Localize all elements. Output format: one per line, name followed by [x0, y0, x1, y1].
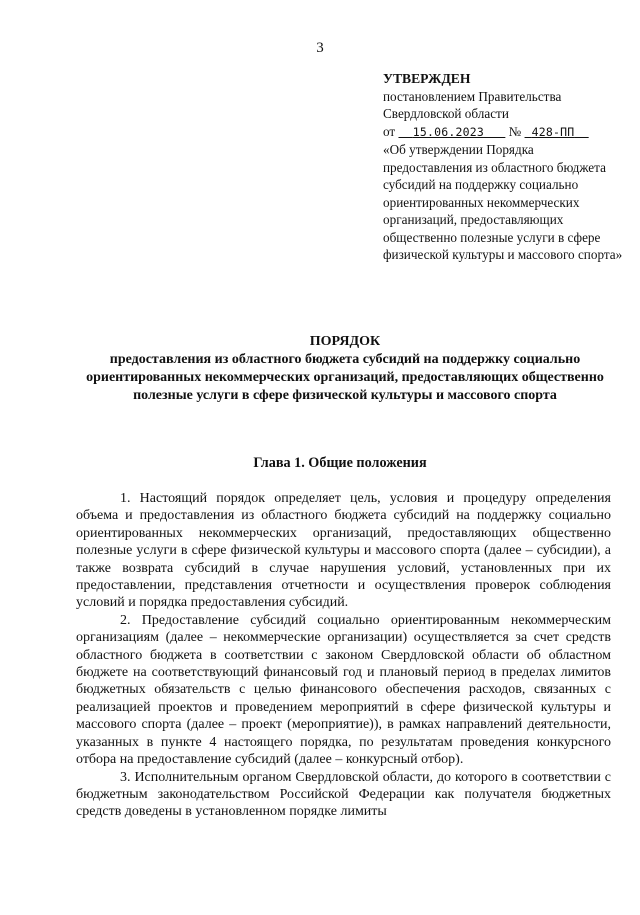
- document-body: [76, 490, 611, 821]
- approval-number: 428-ПП: [531, 124, 575, 139]
- approval-heading: УТВЕРЖДЕН: [383, 71, 471, 86]
- paragraph: 3. Исполнительным органом Свердловской области, до которого в соответствии с бюджетным законодательством Российской Федерации как получателя бюджетных средств доведены в установленном порядке лимиты: [76, 769, 611, 820]
- approval-subject: «Об утверждении Порядка предоставления из областного бюджета субсидий на поддержку социально ориентированных некоммерческих организаций, предоставляющих общественно полезные услуги в сфере физической культуры и массового спорта»: [383, 142, 623, 262]
- document-title: ПОРЯДОК: [309, 334, 381, 349]
- approval-date-line: [383, 123, 623, 142]
- approval-stamp: [383, 70, 623, 264]
- document-subtitle: предоставления из областного бюджета субсидий на поддержку социально ориентированных некоммерческих организаций, предоставляющих общественно полезные услуги в сфере физической культуры и массового спорта: [86, 352, 604, 403]
- number-prefix: №: [508, 123, 522, 139]
- document-title-block: [60, 333, 630, 405]
- approval-date: 15.06.2023: [412, 124, 484, 139]
- approval-line: постановлением Правительства: [383, 88, 562, 104]
- paragraph: 2. Предоставление субсидий социально ориентированным некоммерческим организациям (далее – некоммерческие организации) осуществляется за счет средств областного бюджета в соответствии с законом Свердловской области об областном бюджете на соответствующий финансовый год и плановый период в пределах лимитов бюджетных обязательств с целью финансового обеспечения расходов, связанных с реализацией проектов и проведением мероприятий в сфере физической культуры и массового спорта (далее – проект (мероприятие)), в рамках направлений деятельности, указанных в пункте 4 настоящего порядка, по результатам проведения конкурсного отбора на предоставление субсидий (далее – конкурсный отбор).: [76, 612, 611, 768]
- chapter-heading: Глава 1. Общие положения: [253, 455, 427, 471]
- approval-line: Свердловской области: [383, 106, 509, 121]
- paragraph: 1. Настоящий порядок определяет цель, условия и процедуру определения объема и предоставления из областного бюджета субсидий на поддержку социально ориентированных некоммерческих организаций, предоставляющих общественно полезные услуги в сфере физической культуры и массового спорта (далее – субсидии), а также возврата субсидий в случае нарушения условий, установленных при их предоставлении, представления отчетности и осуществления проверок соблюдения условий и порядка предоставления субсидий.: [76, 491, 611, 611]
- date-prefix: от: [383, 123, 396, 139]
- page-number: 3: [316, 40, 324, 56]
